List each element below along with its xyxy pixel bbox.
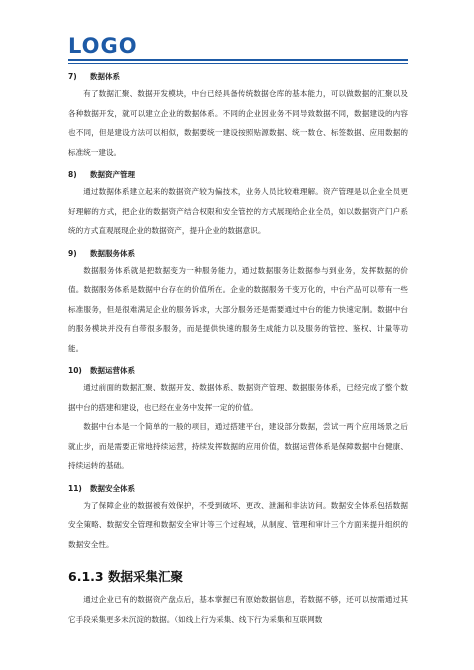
subsection-data-collection (68, 564, 408, 629)
section-data-asset-management (68, 168, 408, 241)
section-data-operation-system (68, 364, 408, 476)
section-title: 数据资产管理 (90, 170, 135, 179)
section-data-service-system (68, 247, 408, 359)
section-number: 7) (68, 72, 77, 81)
section-heading (68, 70, 408, 84)
paragraph: 数据服务体系就是把数据变为一种服务能力，通过数据服务让数据参与到业务，发挥数据的价值。数据服务体系是数据中台存在的价值所在。企业的数据服务千变万化的，中台产品可以带有一些标准服务，但是很难满足企业的服务诉求，大部分服务还是需要通过中台的能力快速定制。数据中台的服务模块并没有自带很多服务，而是提供快速的服务生成能力以及服务的管控、鉴权、计量等功能。 (68, 265, 408, 353)
section-number: 11) (68, 483, 82, 493)
section-heading (68, 247, 408, 261)
section-number: 8) (68, 170, 77, 179)
section-title: 数据体系 (90, 72, 120, 81)
section-title: 数据运营体系 (90, 366, 135, 375)
section-heading (68, 482, 408, 496)
paragraph: 数据中台本是一个简单的一般的项目，通过搭建平台，建设部分数据，尝试一两个应用场景之后就止步，而是需要正常地持续运营，持续发挥数据的应用价值，数据运营体系是保障数据中台健康、持续运转的基础。 (68, 422, 408, 470)
header-rule-thick (68, 59, 408, 61)
subsection-title: 6.1.3 数据采集汇聚 (68, 569, 183, 584)
paragraph: 通过前面的数据汇聚、数据开发、数据体系、数据资产管理、数据服务体系，已经完成了整个数据中台的搭建和建设，也已经在业务中发挥一定的价值。 (68, 383, 408, 412)
section-data-security-system (68, 482, 408, 555)
paragraph: 有了数据汇聚、数据开发模块，中台已经具备传统数据仓库的基本能力，可以做数据的汇聚以及各种数据开发，就可以建立企业的数据体系。不同的企业因业务不同导致数据不同，数据建设的内容也不同，但是建设方法可以相似，数据要统一建设按照贴源数据、统一数仓、标签数据、应用数据的标准统一建设。 (68, 89, 408, 157)
paragraph: 通过数据体系建立起来的数据资产较为偏技术，业务人员比较难理解。资产管理是以企业全员更好理解的方式，把企业的数据资产结合权限和安全管控的方式展现给企业全员，如以数据资产门户系统的方式直观展现企业的数据资产，提升企业的数据意识。 (68, 187, 408, 235)
logo: LOGO (68, 34, 138, 58)
section-heading (68, 364, 408, 378)
section-data-system (68, 70, 408, 162)
paragraph: 为了保障企业的数据被有效保护，不受到破坏、更改、泄漏和非法访问。数据安全体系包括数据安全策略、数据安全管理和数据安全审计等三个过程域，从制度、管理和审计三个方面来提升组织的数据安全性。 (68, 500, 408, 549)
document-body (68, 64, 408, 629)
section-title: 数据安全体系 (90, 483, 135, 493)
section-title: 数据服务体系 (90, 248, 135, 258)
section-number: 10) (68, 366, 82, 375)
section-number: 9) (68, 248, 77, 258)
paragraph: 通过企业已有的数据资产盘点后，基本掌握已有原始数据信息，若数据不够，还可以按需通过其它手段采集更多未沉淀的数据。（如线上行为采集、线下行为采集和互联网数 (68, 595, 408, 624)
section-heading (68, 168, 408, 182)
